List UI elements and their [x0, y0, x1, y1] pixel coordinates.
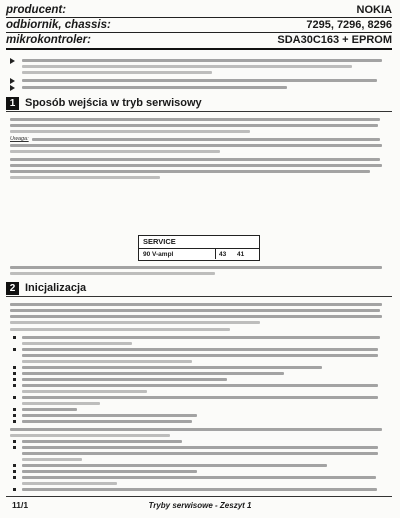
text-line — [32, 138, 380, 141]
producer-value: NOKIA — [356, 4, 392, 16]
text-line — [22, 476, 376, 479]
text-line — [22, 354, 378, 357]
service-row-value-1: 43 — [219, 251, 227, 258]
service-row-label: 90 V-ampl — [143, 251, 174, 258]
controller-value: SDA30C163 + EPROM — [277, 34, 392, 46]
controller-label: mikrokontroler: — [6, 34, 91, 46]
text-line — [10, 266, 382, 269]
bullet-icon — [13, 366, 16, 369]
bullet-icon — [13, 396, 16, 399]
publication-title: Tryby serwisowe - Zeszyt 1 — [148, 501, 252, 510]
text-line — [10, 176, 160, 179]
bullet-icon — [13, 414, 16, 417]
text-line — [22, 360, 192, 363]
text-line — [10, 130, 250, 133]
text-line — [22, 402, 100, 405]
page-number: 11/1 — [12, 500, 29, 510]
text-line — [10, 124, 378, 127]
text-line — [22, 342, 132, 345]
bullet-icon — [13, 464, 16, 467]
text-line — [10, 428, 382, 431]
text-line — [22, 366, 322, 369]
bullet-arrow-icon — [10, 78, 15, 84]
text-line — [22, 396, 378, 399]
service-table — [138, 235, 260, 261]
text-line — [22, 79, 377, 82]
text-line — [22, 59, 382, 62]
text-line — [10, 328, 230, 331]
text-line — [22, 464, 327, 467]
text-line — [22, 71, 212, 74]
bullet-icon — [13, 348, 16, 351]
bullet-icon — [13, 378, 16, 381]
text-line — [22, 440, 182, 443]
header-producer-row — [6, 3, 392, 18]
service-table-divider — [215, 248, 216, 259]
bullet-icon — [13, 470, 16, 473]
text-line — [10, 434, 170, 437]
text-line — [10, 144, 382, 147]
section-1-title: Sposób wejścia w tryb serwisowy — [25, 97, 202, 109]
bullet-icon — [13, 336, 16, 339]
text-line — [22, 458, 82, 461]
text-line — [22, 372, 284, 375]
text-line — [10, 315, 382, 318]
text-line — [22, 420, 192, 423]
text-line — [22, 408, 77, 411]
text-line — [22, 384, 378, 387]
section-1-heading — [6, 97, 392, 112]
text-line — [22, 482, 117, 485]
header-models-row — [6, 18, 392, 33]
text-line — [22, 488, 377, 491]
text-line — [22, 452, 378, 455]
bullet-icon — [13, 372, 16, 375]
producer-label: producent: — [6, 4, 67, 16]
text-line — [22, 336, 380, 339]
text-line — [22, 348, 378, 351]
bullet-icon — [13, 408, 16, 411]
text-line — [22, 446, 378, 449]
bullet-arrow-icon — [10, 85, 15, 91]
text-line — [10, 150, 220, 153]
text-line — [10, 272, 215, 275]
text-line — [10, 309, 380, 312]
text-line — [22, 65, 352, 68]
text-line — [10, 118, 380, 121]
header-controller-row — [6, 33, 392, 50]
section-1-number: 1 — [6, 97, 19, 110]
text-line — [10, 158, 380, 161]
bullet-arrow-icon — [10, 58, 15, 64]
section-2-title: Inicjalizacja — [25, 282, 87, 294]
text-line — [10, 170, 370, 173]
bullet-icon — [13, 446, 16, 449]
models-label: odbiornik, chassis: — [6, 19, 111, 31]
bullet-icon — [13, 384, 16, 387]
text-line — [22, 86, 287, 89]
service-row-value-2: 41 — [237, 251, 245, 258]
footer-rule — [6, 496, 392, 497]
text-line — [22, 378, 227, 381]
bullet-icon — [13, 476, 16, 479]
text-line — [22, 470, 197, 473]
bullet-icon — [13, 488, 16, 491]
models-value: 7295, 7296, 8296 — [306, 19, 392, 31]
service-table-row — [139, 248, 259, 260]
text-line — [10, 303, 382, 306]
text-line — [10, 164, 382, 167]
text-line — [22, 390, 147, 393]
section-2-heading — [6, 282, 392, 297]
section-2-number: 2 — [6, 282, 19, 295]
bullet-icon — [13, 420, 16, 423]
bullet-icon — [13, 440, 16, 443]
note-label: Uwaga: — [10, 136, 29, 142]
text-line — [10, 321, 260, 324]
service-table-title: SERVICE — [143, 237, 176, 246]
text-line — [22, 414, 197, 417]
